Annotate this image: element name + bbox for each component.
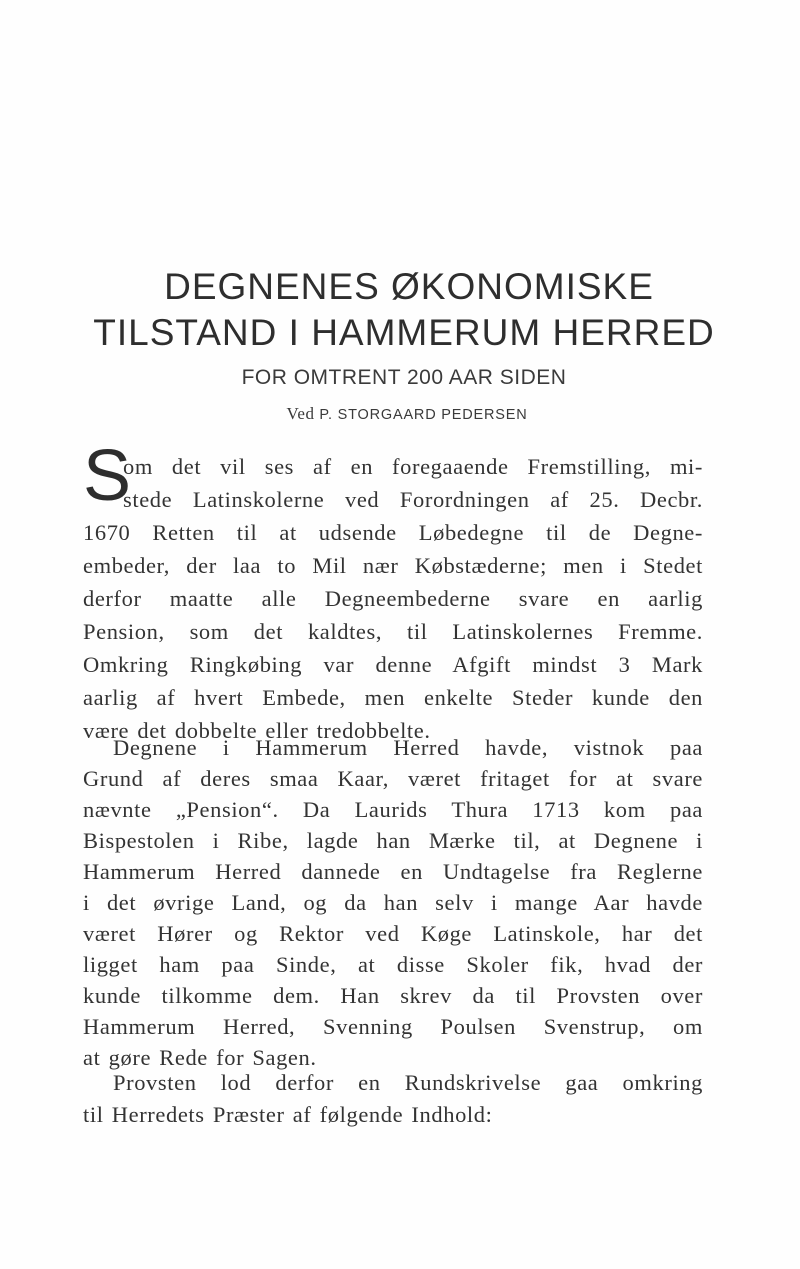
text-line: Pension, som det kaldtes, til Latinskolernes Fremme. [83,619,703,644]
title-line-1: DEGNENES ØKONOMISKE [164,266,654,307]
subtitle: FOR OMTRENT 200 AAR SIDEN [241,366,567,389]
text-line: ligget ham paa Sinde, at disse Skoler fik, hvad der [83,952,703,977]
text-line: Provsten lod derfor en Rundskrivelse gaa omkring [113,1070,703,1095]
byline-author: P. STORGAARD PEDERSEN [319,407,528,423]
text-line: embeder, der laa to Mil nær Købstæderne; men i Stedet [83,553,703,578]
drop-cap: S [83,436,132,516]
text-line: i det øvrige Land, og da han selv i mange Aar havde [83,890,703,915]
text-line: Degnene i Hammerum Herred havde, vistnok paa [113,735,703,760]
text-line: om det vil ses af en foregaaende Fremstilling, mi- [123,454,703,479]
text-line: 1670 Retten til at udsende Løbedegne til de Degne- [83,520,703,545]
text-line: Omkring Ringkøbing var denne Afgift mindst 3 Mark [83,652,703,677]
text-line: nævnte „Pension“. Da Laurids Thura 1713 kom paa [83,797,703,822]
text-line: kunde tilkomme dem. Han skrev da til Provsten over [83,983,703,1008]
text-line: været Hører og Rektor ved Køge Latinskole, har det [83,921,703,946]
text-line: Bispestolen i Ribe, lagde han Mærke til, at Degnene i [83,828,703,853]
text-line: stede Latinskolerne ved Forordningen af 25. Decbr. [123,487,703,512]
title-line-2: TILSTAND I HAMMERUM HERRED [93,312,715,353]
text-line: derfor maatte alle Degneembederne svare en aarlig [83,586,703,611]
text-line: at gøre Rede for Sagen. [83,1045,317,1070]
text-line: Hammerum Herred, Svenning Poulsen Svenstrup, om [83,1014,703,1039]
text-line: Hammerum Herred dannede en Undtagelse fra Reglerne [83,859,703,884]
text-line: aarlig af hvert Embede, men enkelte Steder kunde den [83,685,703,710]
text-line: til Herredets Præster af følgende Indhold: [83,1102,493,1127]
byline-prefix: Ved [286,404,315,423]
text-line: være det dobbelte eller tredobbelte. [83,718,431,743]
byline [0,404,800,424]
text-line: Grund af deres smaa Kaar, været fritaget for at svare [83,766,703,791]
